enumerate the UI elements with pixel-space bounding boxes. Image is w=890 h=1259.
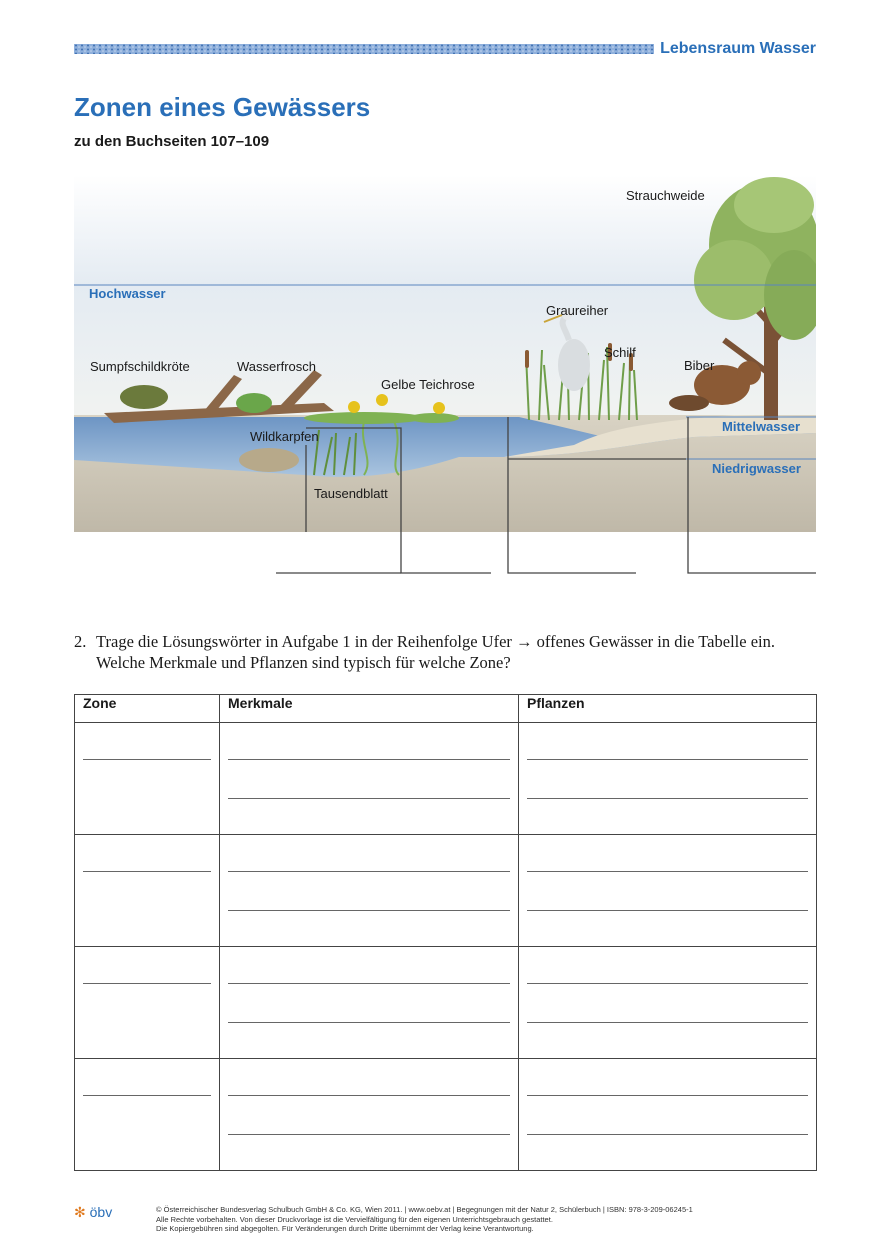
- footer-line-3: Die Kopiergebühren sind abgegolten. Für Veränderungen durch Dritte übernimmt der Verlag keine Verantwortung.: [156, 1224, 534, 1233]
- task-2: [74, 632, 814, 676]
- section-title: Lebensraum Wasser: [660, 40, 816, 57]
- publisher-logo: [74, 1204, 112, 1221]
- merkmale-cell[interactable]: [220, 723, 519, 835]
- header-zone: Zone: [75, 695, 220, 723]
- label-tausendblatt: Tausendblatt: [314, 486, 388, 501]
- footer-copyright: [156, 1205, 693, 1234]
- footer-line-1: © Österreichischer Bundesverlag Schulbuch GmbH & Co. KG, Wien 2011. | www.oebv.at | Begegnungen mit der Natur 2, Schülerbuch | ISBN: 978-3-209-06245-1: [156, 1205, 693, 1214]
- label-wildkarpfen: Wildkarpfen: [250, 429, 319, 444]
- label-hochwasser: Hochwasser: [89, 286, 166, 301]
- zone-cell[interactable]: [75, 835, 220, 947]
- label-sumpfschildkroete: Sumpfschildkröte: [90, 359, 190, 374]
- zone-cell[interactable]: [75, 947, 220, 1059]
- label-strauchweide: Strauchweide: [626, 188, 705, 203]
- table-header-row: [75, 695, 817, 723]
- zone-cell[interactable]: [75, 1059, 220, 1171]
- label-graureiher: Graureiher: [546, 303, 609, 318]
- merkmale-cell[interactable]: [220, 835, 519, 947]
- merkmale-cell[interactable]: [220, 1059, 519, 1171]
- turtle: [120, 385, 168, 409]
- table-row: [75, 1059, 817, 1171]
- header-pflanzen: Pflanzen: [519, 695, 817, 723]
- frog: [236, 393, 272, 413]
- publisher-logo-text: öbv: [89, 1204, 113, 1220]
- task-2-line-1: Trage die Lösungswörter in Aufgabe 1 in der Reihenfolge Ufer → offenes Gewässer in die Tabelle ein.: [96, 632, 775, 651]
- pflanzen-cell[interactable]: [519, 947, 817, 1059]
- zone-table: [74, 694, 817, 1171]
- label-biber: Biber: [684, 358, 715, 373]
- footer-line-2: Alle Rechte vorbehalten. Von dieser Druckvorlage ist die Vervielfältigung für den eigenen Unterrichtsgebrauch gestattet.: [156, 1214, 553, 1224]
- carp: [239, 448, 299, 472]
- pflanzen-cell[interactable]: [519, 1059, 817, 1171]
- page-subtitle: zu den Buchseiten 107–109: [74, 133, 270, 150]
- table-row: [75, 947, 817, 1059]
- label-wasserfrosch: Wasserfrosch: [237, 359, 316, 374]
- label-mittelwasser: Mittelwasser: [722, 419, 801, 434]
- task-2-number: 2.: [74, 632, 87, 651]
- pond-zones-illustration: [74, 175, 816, 585]
- header-merkmale: Merkmale: [220, 695, 519, 723]
- publisher-logo-icon: ✻: [74, 1204, 86, 1220]
- label-schilf: Schilf: [604, 345, 636, 360]
- table-row: [75, 835, 817, 947]
- table-row: [75, 723, 817, 835]
- label-niedrigwasser: Niedrigwasser: [712, 461, 801, 476]
- pflanzen-cell[interactable]: [519, 723, 817, 835]
- page-title: Zonen eines Gewässers: [74, 92, 371, 122]
- task-2-line-2: Welche Merkmale und Pflanzen sind typisch für welche Zone?: [96, 653, 511, 672]
- zone-cell[interactable]: [75, 723, 220, 835]
- merkmale-cell[interactable]: [220, 947, 519, 1059]
- label-gelbe-teichrose: Gelbe Teichrose: [381, 377, 475, 392]
- pflanzen-cell[interactable]: [519, 835, 817, 947]
- header-decorative-band: [74, 44, 654, 54]
